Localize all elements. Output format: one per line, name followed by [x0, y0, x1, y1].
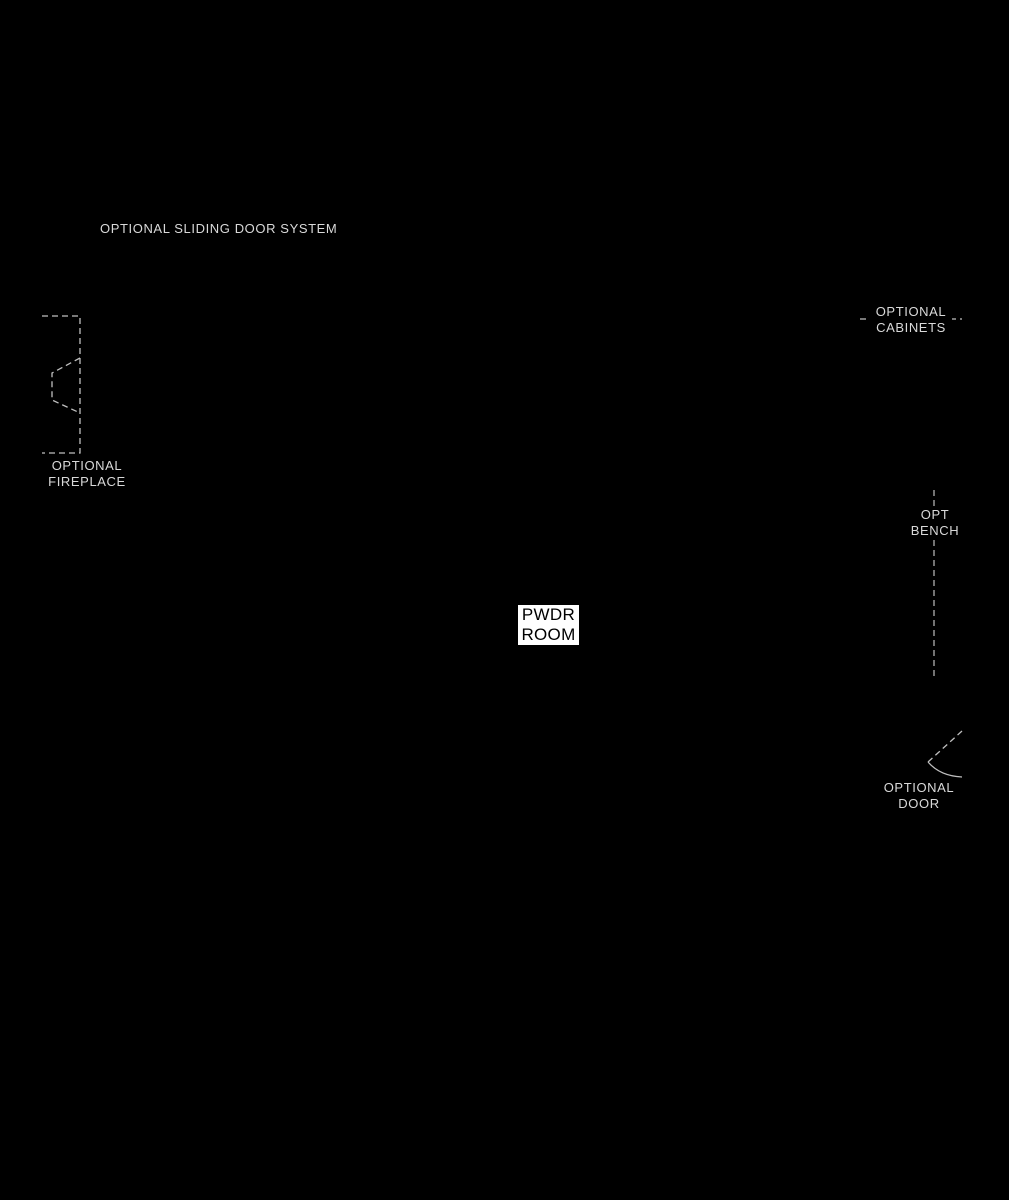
powder-room-tag-line-1: PWDR — [521, 605, 576, 624]
powder-room-tag-line-2: ROOM — [521, 625, 576, 644]
fireplace-label — [44, 458, 130, 490]
fireplace-outline — [42, 316, 80, 453]
fireplace-label-line-1: OPTIONAL — [51, 458, 123, 473]
cabinets-label-line-2: CABINETS — [876, 320, 946, 335]
powder-room-tag — [518, 605, 579, 645]
bench-label — [904, 507, 966, 539]
door-label-line-2: DOOR — [898, 796, 940, 811]
cabinets-label-line-1: OPTIONAL — [875, 304, 947, 319]
bench-label-line-1: OPT — [920, 507, 950, 522]
sliding-door-label: OPTIONAL SLIDING DOOR SYSTEM — [100, 221, 338, 236]
cabinets-label — [870, 304, 952, 336]
door-label-line-1: OPTIONAL — [883, 780, 955, 795]
bench-label-line-2: BENCH — [910, 523, 960, 538]
fireplace-label-line-2: FIREPLACE — [48, 474, 126, 489]
door-swing — [928, 731, 962, 777]
door-label — [876, 780, 962, 812]
